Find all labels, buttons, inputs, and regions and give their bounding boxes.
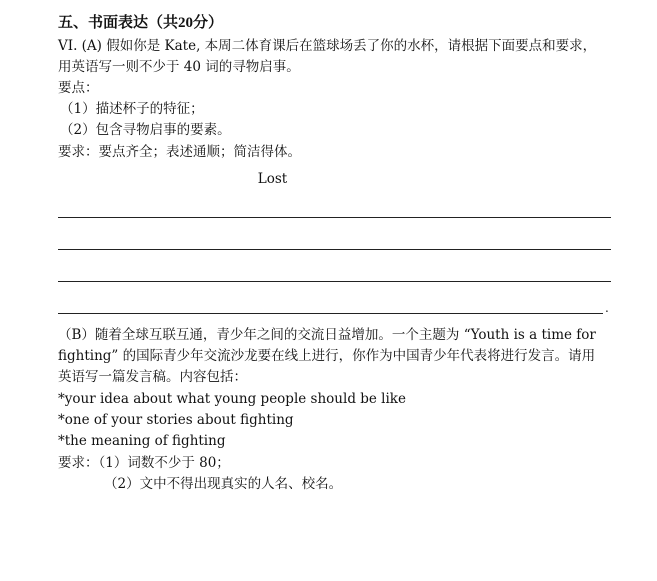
section-heading: [58, 13, 223, 32]
lost-notice-title: Lost: [257, 171, 288, 187]
answer-line-1: [58, 217, 611, 218]
part-a-point1: （1）描述杯子的特征；: [60, 101, 204, 117]
part-b-req1: 要求：（1）词数不少于 80；: [58, 455, 230, 471]
section-title-suffix: 分）: [193, 13, 224, 31]
part-a-intro-line1: VI. (A) 假如你是 Kate, 本周二体育课后在篮球场丢了你的水杯，请根据下面要点和要求，: [58, 38, 597, 54]
answer-line-3: [58, 281, 611, 282]
part-b-bullet1: *your idea about what young people should be like: [58, 391, 406, 407]
part-a-requirements: 要求：要点齐全；表述通顺；简洁得体。: [58, 144, 301, 160]
answer-line-2: [58, 249, 611, 250]
section-title-score: 20: [178, 15, 194, 31]
section-title-prefix: 五、书面表达（共: [58, 13, 179, 31]
part-b-bullet2: *one of your stories about fighting: [58, 412, 294, 428]
part-a-points-label: 要点：: [58, 80, 99, 96]
part-a-point2: （2）包含寻物启事的要素。: [60, 122, 231, 138]
part-b-line1: （B）随着全球互联互通，青少年之间的交流日益增加。一个主题为 “Youth is a time for: [58, 327, 596, 343]
part-b-line3: 英语写一篇发言稿。内容包括：: [58, 369, 247, 385]
part-b-req2: （2）文中不得出现真实的人名、校名。: [104, 476, 343, 492]
answer-line-4: [58, 313, 603, 314]
part-a-intro-line2: 用英语写一则不少于 40 词的寻物启事。: [58, 59, 300, 75]
part-b-line2: fighting” 的国际青少年交流沙龙要在线上进行，你作为中国青少年代表将进行发言。请用: [58, 348, 596, 364]
answer-end-dot: .: [605, 301, 609, 315]
part-b-bullet3: *the meaning of fighting: [58, 433, 226, 449]
